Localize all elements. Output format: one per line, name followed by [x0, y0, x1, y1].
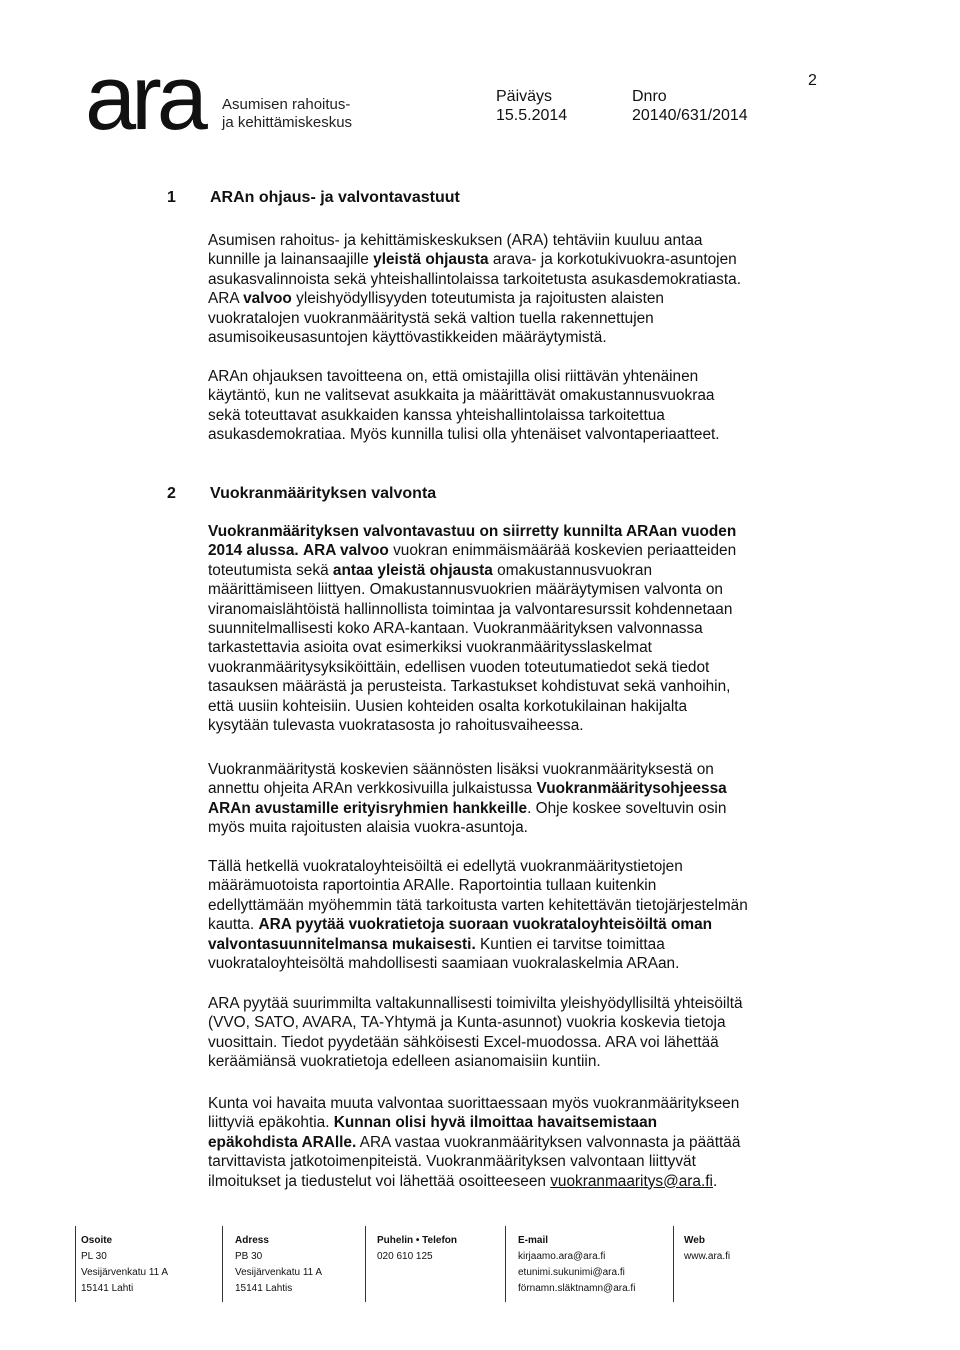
text-run: . [712, 1172, 718, 1190]
text-run: ARA vastaa vuokranmäärityksen valvonnasta ja päättää tarvittavista jatkotoimenpiteistä. Vuokranmäärityksen valvontaan liittyvät ilmoitukset ja tiedustelut voi lähettää osoitteeseen [208, 1133, 741, 1190]
footer-divider-3 [365, 1226, 366, 1302]
text-run: Tällä hetkellä vuokrataloyhteisöiltä ei edellytä vuokranmääritystietojen määrämuotoista raportointia ARAlle. Raportointia tullaan kuitenkin edellyttämään myöhemmin tätä tarkoitusta varten kehitettävän tietojärjestelmän kautta. [208, 858, 748, 934]
reference-label: Dnro [632, 88, 667, 105]
footer-divider-2 [222, 1226, 223, 1302]
footer-title: Web [684, 1235, 705, 1246]
footer-address-sv [235, 1233, 322, 1297]
section-1-number: 1 [167, 189, 176, 206]
text-run: Kuntien ei tarvitse toimittaa vuokrataloyhteisöltä mahdollisesti saamiaan vuokralaskelmia ARAan. [208, 935, 680, 973]
footer-address-fi [81, 1233, 168, 1297]
section-2-paragraph-5 [208, 1094, 808, 1191]
footer-line: Vesijärvenkatu 11 A [81, 1267, 169, 1278]
footer-line: Vesijärvenkatu 11 A [235, 1267, 323, 1278]
page-number: 2 [808, 72, 817, 89]
footer-web [684, 1233, 730, 1265]
ara-logo: ara [85, 47, 203, 149]
footer-line: 15141 Lahti [81, 1283, 134, 1294]
section-2-paragraph-2 [208, 760, 808, 838]
bold-text-run: ARA valvoo [303, 542, 389, 560]
section-1-paragraph-2: ARAn ohjauksen tavoitteena on, että omistajilla olisi riittävän yhtenäinen käytäntö, kun ne valitsevat asukkaita ja määrittävät omakustannusvuokraa sekä toteuttavat asukkaiden kanssa yhteishallintolaissa tarkoitettua asukasdemokratiaa. Myös kunnilla tulisi olla yhtenäiset valvontaperiaatteet. [208, 368, 720, 444]
footer-web-link[interactable]: www.ara.fi [684, 1251, 731, 1262]
footer-email-link[interactable]: förnamn.släktnamn@ara.fi [518, 1283, 636, 1294]
footer-title: Adress [235, 1235, 269, 1246]
text-run: arava- ja korkotukivuokra-asuntojen asukasvalinnoista sekä yhteishallintolaissa tarkoitetusta asukasdemokratiasta. ARA [208, 251, 741, 308]
date-label: Päiväys [496, 88, 553, 105]
footer-title: E-mail [518, 1235, 549, 1246]
org-line-2: ja kehittämiskeskus [222, 114, 353, 131]
organization-name [222, 96, 352, 132]
bold-text-run: ARA pyytää vuokratietoja suoraan vuokrataloyhteisöiltä oman valvontasuunnitelmansa mukaisesti. [208, 916, 713, 953]
section-1-paragraph-1 [208, 231, 808, 347]
footer-line: 15141 Lahtis [235, 1283, 293, 1294]
footer-line: 020 610 125 [377, 1251, 433, 1262]
bold-text-run: Kunnan olisi hyvä ilmoittaa havaitsemistaan epäkohdista ARAlle. [208, 1114, 658, 1151]
text-run: vuokran enimmäismäärää koskevien periaatteiden toteutumista sekä [208, 542, 737, 579]
footer-divider-1 [75, 1226, 76, 1302]
footer-email [518, 1233, 635, 1297]
footer-line: PB 30 [235, 1251, 263, 1262]
reference-value: 20140/631/2014 [632, 107, 748, 124]
text-run: omakustannusvuokran määrittämiseen liittyen. Omakustannusvuokrien määräytymisen valvonta on viranomaislähtöistä hallinnollista toimintaa ja valvontaresurssit kohdennetaan suunnitelmallisesti koko ARA-kantaan. Vuokranmäärityksen valvonnassa tarkastettavia asioita ovat esimerkiksi vuokranmääritysslaskelmat vuokranmääritysyksiköittäin, edellisen vuoden toteutumatiedot sekä tiedot tasauksen määrästä ja perusteista. Tarkastukset kohdistuvat sekä vanhoihin, että uusiin kohteisiin. Uusien kohteiden osalta korkotukilainan hakijalta kysytään tulevasta vuokratasosta jo rahoitusvaiheessa. [208, 561, 733, 735]
footer-line: PL 30 [81, 1251, 107, 1262]
footer-email-link[interactable]: etunimi.sukunimi@ara.fi [518, 1267, 625, 1278]
text-run: Vuokranmääritystä koskevien säännösten lisäksi vuokranmäärityksestä on annettu ohjeita ARAn verkkosivuilla julkaistussa [208, 761, 714, 798]
bold-text-run: valvoo [243, 290, 292, 308]
bold-text-run: antaa yleistä ohjausta [332, 561, 493, 579]
section-2-number: 2 [167, 485, 176, 502]
bold-text-run: Vuokranmäärityksen valvontavastuu on siirretty kunnilta ARAan vuoden 2014 alussa. [208, 523, 737, 560]
section-2-paragraph-3 [208, 857, 808, 973]
bold-text-run: yleistä ohjausta [373, 251, 489, 269]
email-link[interactable]: vuokranmaaritys@ara.fi [550, 1172, 713, 1190]
footer-title: Osoite [81, 1235, 113, 1246]
footer-divider-5 [673, 1226, 674, 1302]
text-run: . Ohje koskee soveltuvin osin myös muita rajoitusten alaisia vuokra-asuntoja. [208, 799, 727, 837]
text-run: Kunta voi havaita muuta valvontaa suorittaessaan myös vuokranmääritykseen liittyviä epäkohtia. [208, 1095, 740, 1132]
section-1-title: ARAn ohjaus- ja valvontavastuut [210, 189, 460, 206]
footer-divider-4 [505, 1226, 506, 1302]
section-2-paragraph-1 [208, 522, 808, 735]
section-2-title: Vuokranmäärityksen valvonta [210, 485, 437, 502]
section-2-paragraph-4: ARA pyytää suurimmilta valtakunnallisesti toimivilta yleishyödyllisiltä yhteisöiltä (VVO, SATO, AVARA, TA-Yhtymä ja Kunta-asunnot) vuokria koskevia tietoja vuosittain. Tiedot pyydetään sähköisesti Excel-muodossa. ARA voi lähettää keräämiänsä vuokratietoja edelleen asianomaisiin kuntiin. [208, 995, 743, 1071]
org-line-1: Asumisen rahoitus- [222, 96, 351, 113]
text-run: Asumisen rahoitus- ja kehittämiskeskuksen (ARA) tehtäviin kuuluu antaa kunnille ja lainansaajille [208, 232, 703, 269]
footer-title: Puhelin • Telefon [377, 1235, 457, 1246]
text-run: yleishyödyllisyyden toteutumista ja rajoitusten alaisten vuokratalojen vuokranmääritystä sekä valtion tuella rakennettujen asumisoikeusasuntojen käyttövastikkeiden määräytymistä. [208, 290, 664, 347]
date-value: 15.5.2014 [496, 107, 568, 124]
bold-text-run: Vuokranmääritysohjeessa ARAn avustamille erityisryhmien hankkeille [208, 780, 727, 817]
footer-email-link[interactable]: kirjaamo.ara@ara.fi [518, 1251, 606, 1262]
footer-phone [377, 1233, 457, 1265]
